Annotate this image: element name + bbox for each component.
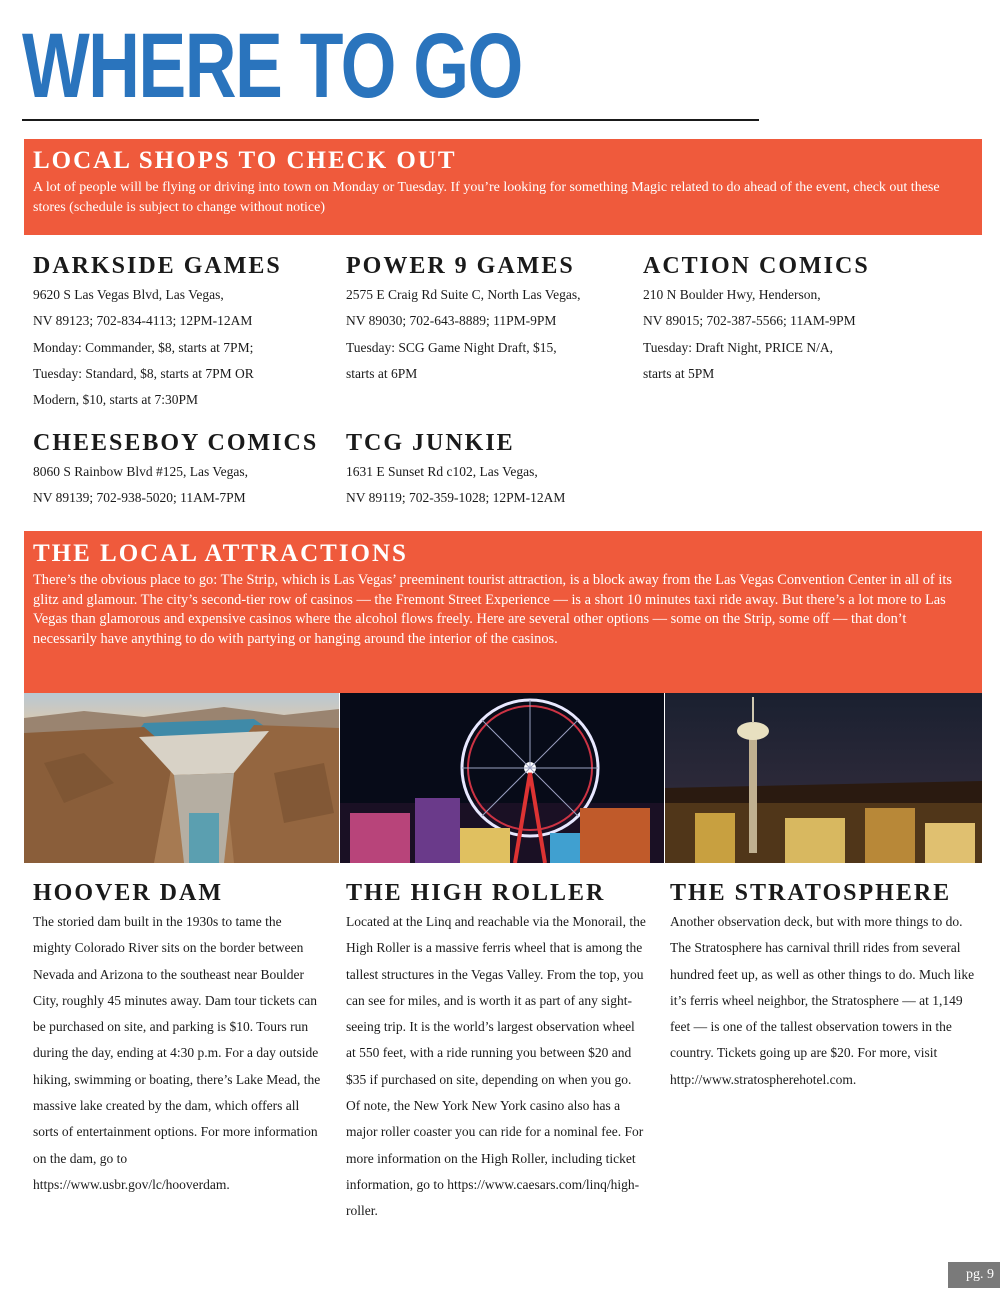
local-attractions-banner	[24, 531, 982, 693]
attraction-stratosphere	[670, 878, 978, 1093]
hoover-dam-photo	[24, 693, 339, 863]
attraction-description: Located at the Linq and reachable via the Monorail, the High Roller is a massive ferris wheel that is among the tallest structures in the Vegas Valley. From the top, you can see for miles, and is worth it as part of any sight-seeing trip. It is the world’s largest observation wheel at 550 feet, with a ride running you between $20 and $35 if purchased on site, depending on when you go. Of note, the New York New York casino also has a major roller coaster you can ride for a nominal fee. For more information on the High Roller, including ticket information, go to https://www.caesars.com/linq/high-roller.	[346, 914, 646, 1219]
shop-name: TCG JUNKIE	[346, 430, 515, 456]
shop-power-9-games	[346, 251, 646, 387]
shop-cheeseboy-comics	[33, 428, 333, 512]
attraction-name: THE HIGH ROLLER	[346, 880, 606, 906]
shop-action-comics	[643, 251, 943, 387]
attraction-hoover-dam	[33, 878, 323, 1198]
attraction-name: THE STRATOSPHERE	[670, 880, 952, 906]
attraction-name: HOOVER DAM	[33, 880, 223, 906]
page-number: pg. 9	[948, 1262, 1000, 1288]
attraction-description: The storied dam built in the 1930s to tame the mighty Colorado River sits on the border between Nevada and Arizona to the southeast near Boulder City, roughly 45 minutes away. Dam tour tickets can be purchased on site, and parking is $10. Tours run during the day, ending at 4:30 p.m. For a day outside hiking, swimming or boating, there’s Lake Mead, the massive lake created by the dam, which offers all sorts of entertainment options. For more information on the dam, go to https://www.usbr.gov/lc/hooverdam.	[33, 914, 321, 1192]
local-shops-intro: A lot of people will be flying or driving into town on Monday or Tuesday. If you’re looking for something Magic related to do ahead of the event, check out these stores (schedule is subject to change without notice)	[33, 180, 940, 215]
shop-info: 210 N Boulder Hwy, Henderson, NV 89015; 702-387-5566; 11AM-9PM Tuesday: Draft Night, PRICE N/A, starts at 5PM	[643, 287, 856, 381]
shop-name: ACTION COMICS	[643, 253, 870, 279]
attraction-description: Another observation deck, but with more things to do. The Stratosphere has carnival thrill rides from several hundred feet up, as well as other things to do. Much like it’s ferris wheel neighbor, the Stratosphere — at 1,149 feet — is one of the tallest observation towers in the country. Tickets going up are $20. For more, visit http://www.stratospherehotel.com.	[670, 914, 975, 1087]
local-shops-banner	[24, 139, 982, 235]
attraction-high-roller	[346, 878, 646, 1225]
shop-tcg-junkie	[346, 428, 646, 512]
shop-name: POWER 9 GAMES	[346, 253, 575, 279]
shop-name: DARKSIDE GAMES	[33, 253, 282, 279]
high-roller-photo	[340, 693, 664, 863]
local-attractions-intro: There’s the obvious place to go: The Strip, which is Las Vegas’ preeminent tourist attraction, is a block away from the Las Vegas Convention Center in all of its glitz and glamour. The city’s second-tier row of casinos — the Fremont Street Experience — is a short 10 minutes taxi ride away. But there’s a lot more to Las Vegas than glamorous and expensive casinos where the alcohol flows freely. Here are several other options — some on the Strip, some off — that don’t necessarily have anything to do with partying or hanging around the interior of the casinos.	[33, 572, 952, 648]
shop-darkside-games	[33, 251, 333, 413]
title-divider	[22, 119, 759, 121]
shop-info: 1631 E Sunset Rd c102, Las Vegas, NV 89119; 702-359-1028; 12PM-12AM	[346, 464, 566, 506]
shop-info: 2575 E Craig Rd Suite C, North Las Vegas, NV 89030; 702-643-8889; 11PM-9PM Tuesday: SCG Game Night Draft, $15, starts at 6PM	[346, 287, 581, 381]
shop-name: CHEESEBOY COMICS	[33, 430, 319, 456]
stratosphere-photo	[665, 693, 982, 863]
page-title: WHERE TO GO	[22, 15, 522, 117]
shop-info: 8060 S Rainbow Blvd #125, Las Vegas, NV 89139; 702-938-5020; 11AM-7PM	[33, 464, 248, 506]
local-attractions-heading: THE LOCAL ATTRACTIONS	[33, 540, 408, 567]
local-shops-heading: LOCAL SHOPS TO CHECK OUT	[33, 147, 457, 174]
shop-info: 9620 S Las Vegas Blvd, Las Vegas, NV 89123; 702-834-4113; 12PM-12AM Monday: Commander, $8, starts at 7PM; Tuesday: Standard, $8, starts at 7PM OR Modern, $10, starts at 7:30PM	[33, 287, 254, 408]
